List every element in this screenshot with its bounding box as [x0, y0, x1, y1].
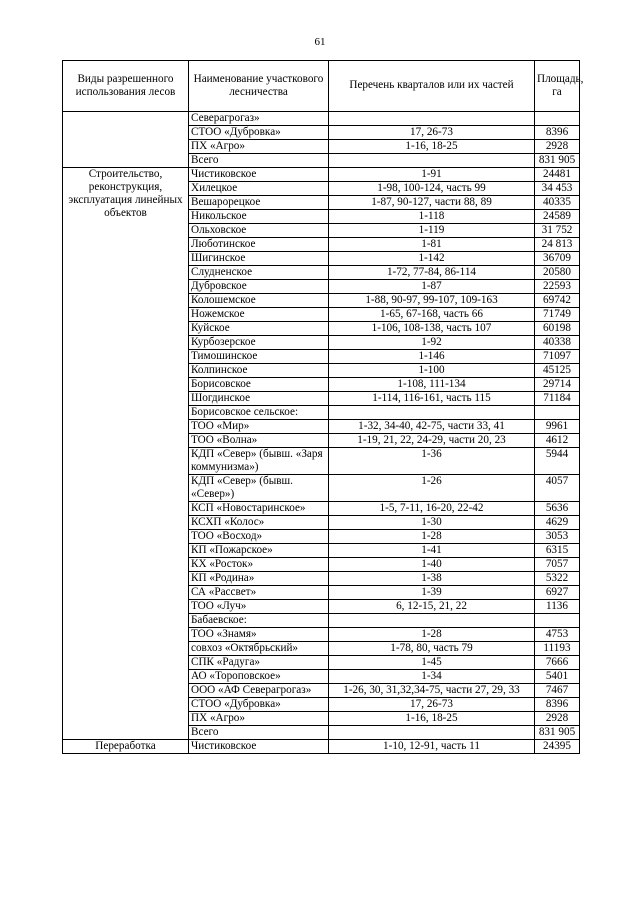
quarters-cell	[329, 112, 535, 126]
area-cell: 24481	[535, 168, 580, 182]
quarters-cell: 1-28	[329, 530, 535, 544]
quarters-cell: 1-91	[329, 168, 535, 182]
use-type-cell: Строительство, реконструкция, эксплуатация линейных объектов	[63, 168, 189, 740]
table-row	[63, 740, 580, 754]
use-type-cell	[63, 112, 189, 168]
quarters-cell: 1-65, 67-168, часть 66	[329, 308, 535, 322]
quarters-cell: 1-98, 100-124, часть 99	[329, 182, 535, 196]
area-cell: 29714	[535, 378, 580, 392]
table-header-row	[63, 61, 580, 112]
area-cell: 71097	[535, 350, 580, 364]
quarters-cell: 1-19, 21, 22, 24-29, части 20, 23	[329, 434, 535, 448]
area-cell: 4629	[535, 516, 580, 530]
area-cell: 6315	[535, 544, 580, 558]
forestry-name-cell: Колошемское	[189, 294, 329, 308]
area-cell: 11193	[535, 642, 580, 656]
area-cell: 71749	[535, 308, 580, 322]
quarters-cell	[329, 614, 535, 628]
quarters-cell	[329, 726, 535, 740]
forestry-name-cell: Шигинское	[189, 252, 329, 266]
forestry-name-cell: СТОО «Дубровка»	[189, 698, 329, 712]
header-area: Площадь, га	[535, 61, 580, 112]
forestry-name-cell: ООО «АФ Северагрогаз»	[189, 684, 329, 698]
forestry-name-cell: КП «Пожарское»	[189, 544, 329, 558]
quarters-cell: 1-30	[329, 516, 535, 530]
forestry-name-cell: ТОО «Луч»	[189, 600, 329, 614]
area-cell: 7666	[535, 656, 580, 670]
forestry-name-cell: Слудненское	[189, 266, 329, 280]
quarters-cell: 1-106, 108-138, часть 107	[329, 322, 535, 336]
quarters-cell: 1-88, 90-97, 99-107, 109-163	[329, 294, 535, 308]
forestry-name-cell: Шогдинское	[189, 392, 329, 406]
area-cell: 7467	[535, 684, 580, 698]
area-cell: 8396	[535, 126, 580, 140]
area-cell: 5636	[535, 502, 580, 516]
forestry-name-cell: Дубровское	[189, 280, 329, 294]
forestry-name-cell: ТОО «Мир»	[189, 420, 329, 434]
area-cell: 60198	[535, 322, 580, 336]
quarters-cell: 1-40	[329, 558, 535, 572]
area-cell: 831 905	[535, 726, 580, 740]
quarters-cell: 1-32, 34-40, 42-75, части 33, 41	[329, 420, 535, 434]
use-type-cell: Переработка	[63, 740, 189, 754]
quarters-cell: 1-108, 111-134	[329, 378, 535, 392]
area-cell: 4612	[535, 434, 580, 448]
quarters-cell: 1-118	[329, 210, 535, 224]
forestry-name-cell: ПХ «Агро»	[189, 140, 329, 154]
quarters-cell: 1-146	[329, 350, 535, 364]
forestry-name-cell: Куйское	[189, 322, 329, 336]
quarters-cell: 1-16, 18-25	[329, 712, 535, 726]
forestry-name-cell: КДП «Север» (бывш. «Заря коммунизма»)	[189, 448, 329, 475]
forestry-name-cell: Всего	[189, 726, 329, 740]
forestry-name-cell: Тимошинское	[189, 350, 329, 364]
quarters-cell: 1-114, 116-161, часть 115	[329, 392, 535, 406]
forestry-name-cell: СТОО «Дубровка»	[189, 126, 329, 140]
quarters-cell: 1-34	[329, 670, 535, 684]
area-cell	[535, 112, 580, 126]
area-cell: 4753	[535, 628, 580, 642]
forestry-name-cell: ПХ «Агро»	[189, 712, 329, 726]
area-cell: 9961	[535, 420, 580, 434]
forestry-name-cell: Курбозерское	[189, 336, 329, 350]
quarters-cell: 1-72, 77-84, 86-114	[329, 266, 535, 280]
quarters-cell: 17, 26-73	[329, 126, 535, 140]
quarters-cell: 1-16, 18-25	[329, 140, 535, 154]
area-cell: 24 813	[535, 238, 580, 252]
area-cell: 31 752	[535, 224, 580, 238]
area-cell: 6927	[535, 586, 580, 600]
quarters-cell: 1-92	[329, 336, 535, 350]
quarters-cell: 1-36	[329, 448, 535, 475]
quarters-cell: 17, 26-73	[329, 698, 535, 712]
area-cell: 40335	[535, 196, 580, 210]
header-forestry-name: Наименование участкового лесничества	[189, 61, 329, 112]
forestry-name-cell: ТОО «Восход»	[189, 530, 329, 544]
quarters-cell: 1-119	[329, 224, 535, 238]
forestry-name-cell: совхоз «Октябрьский»	[189, 642, 329, 656]
forestry-name-cell: Борисовское сельское:	[189, 406, 329, 420]
quarters-cell: 1-87, 90-127, части 88, 89	[329, 196, 535, 210]
forest-use-table	[62, 60, 584, 754]
area-cell: 36709	[535, 252, 580, 266]
quarters-cell: 1-41	[329, 544, 535, 558]
forestry-name-cell: Люботинское	[189, 238, 329, 252]
area-cell: 45125	[535, 364, 580, 378]
quarters-cell: 1-38	[329, 572, 535, 586]
area-cell: 5322	[535, 572, 580, 586]
quarters-cell: 1-142	[329, 252, 535, 266]
forestry-name-cell: ТОО «Волна»	[189, 434, 329, 448]
table-row	[63, 168, 580, 182]
quarters-cell	[329, 406, 535, 420]
forestry-name-cell: АО «Тороповское»	[189, 670, 329, 684]
area-cell: 2928	[535, 140, 580, 154]
forestry-name-cell: КХ «Росток»	[189, 558, 329, 572]
forestry-name-cell: Ольховское	[189, 224, 329, 238]
quarters-cell: 1-45	[329, 656, 535, 670]
forestry-name-cell: СПК «Радуга»	[189, 656, 329, 670]
quarters-cell: 6, 12-15, 21, 22	[329, 600, 535, 614]
area-cell: 22593	[535, 280, 580, 294]
area-cell: 5401	[535, 670, 580, 684]
area-cell: 24589	[535, 210, 580, 224]
area-cell: 69742	[535, 294, 580, 308]
forestry-name-cell: Чистиковское	[189, 740, 329, 754]
forestry-name-cell: Чистиковское	[189, 168, 329, 182]
forestry-name-cell: КСП «Новостаринское»	[189, 502, 329, 516]
forestry-name-cell: Ножемское	[189, 308, 329, 322]
quarters-cell: 1-26, 30, 31,32,34-75, части 27, 29, 33	[329, 684, 535, 698]
table-body	[63, 112, 580, 754]
quarters-cell: 1-28	[329, 628, 535, 642]
area-cell: 71184	[535, 392, 580, 406]
area-cell: 8396	[535, 698, 580, 712]
area-cell: 7057	[535, 558, 580, 572]
area-cell: 20580	[535, 266, 580, 280]
area-cell: 2928	[535, 712, 580, 726]
forestry-name-cell: Борисовское	[189, 378, 329, 392]
forestry-name-cell: КСХП «Колос»	[189, 516, 329, 530]
forestry-name-cell: СА «Рассвет»	[189, 586, 329, 600]
area-cell	[535, 406, 580, 420]
area-cell: 5944	[535, 448, 580, 475]
quarters-cell: 1-39	[329, 586, 535, 600]
forestry-name-cell: Колпинское	[189, 364, 329, 378]
area-cell: 1136	[535, 600, 580, 614]
area-cell	[535, 614, 580, 628]
quarters-cell: 1-5, 7-11, 16-20, 22-42	[329, 502, 535, 516]
forestry-name-cell: Никольское	[189, 210, 329, 224]
quarters-cell: 1-81	[329, 238, 535, 252]
forestry-name-cell: Хилецкое	[189, 182, 329, 196]
quarters-cell: 1-87	[329, 280, 535, 294]
area-cell: 4057	[535, 475, 580, 502]
forestry-name-cell: КДП «Север» (бывш. «Север»)	[189, 475, 329, 502]
quarters-cell: 1-78, 80, часть 79	[329, 642, 535, 656]
area-cell: 40338	[535, 336, 580, 350]
page-number: 61	[314, 36, 326, 48]
forestry-name-cell: Бабаевское:	[189, 614, 329, 628]
forestry-name-cell: ТОО «Знамя»	[189, 628, 329, 642]
area-cell: 24395	[535, 740, 580, 754]
quarters-cell: 1-10, 12-91, часть 11	[329, 740, 535, 754]
area-cell: 34 453	[535, 182, 580, 196]
forestry-name-cell: Северагрогаз»	[189, 112, 329, 126]
table-row	[63, 112, 580, 126]
quarters-cell	[329, 154, 535, 168]
quarters-cell: 1-26	[329, 475, 535, 502]
quarters-cell: 1-100	[329, 364, 535, 378]
area-cell: 3053	[535, 530, 580, 544]
forestry-name-cell: Всего	[189, 154, 329, 168]
area-cell: 831 905	[535, 154, 580, 168]
header-use-type: Виды разрешенного использования лесов	[63, 61, 189, 112]
forestry-name-cell: КП «Родина»	[189, 572, 329, 586]
header-quarters: Перечень кварталов или их частей	[329, 61, 535, 112]
forestry-name-cell: Вешарорецкое	[189, 196, 329, 210]
